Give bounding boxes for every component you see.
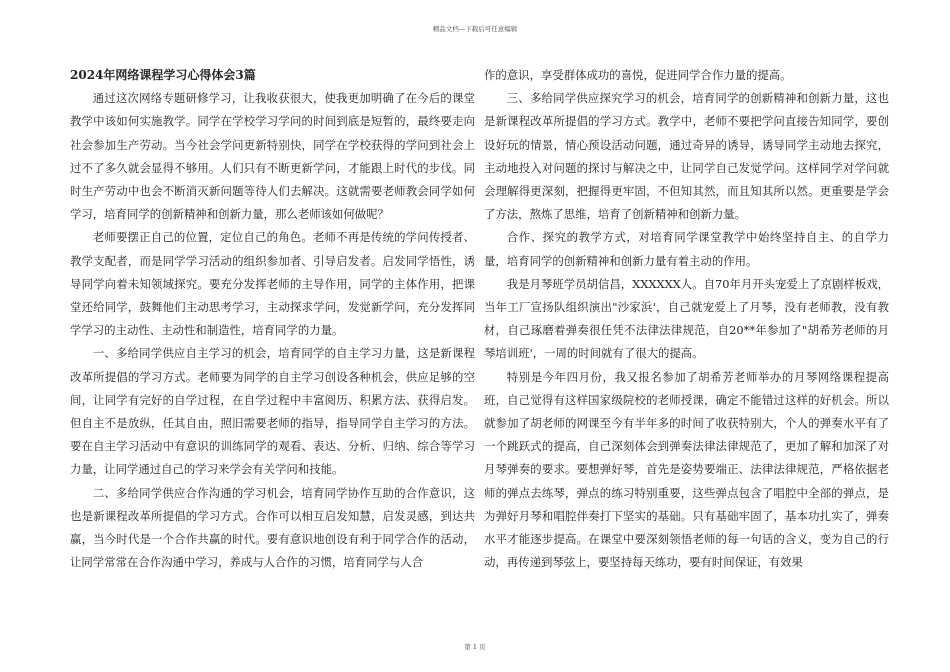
paragraph: 通过这次网络专题研修学习，让我收获很大，使我更加明确了在今后的课堂教学中该如何实施教学。同学在学校学习学问的时间到底是短暂的，最终要走向社会参加生产劳动。当今社会学问更新特别快，同学在学校获得的学问到社会上过不了多久就会显得不够用。人们只有不断更新学问，才能跟上时代的步伐。同时生产劳动中也会不断消灭新问题等待人们去解决。这就需要老师教会同学如何学习，培育同学的创新精神和创新力量，那么老师该如何做呢？ [70,91,475,222]
page-number: 第 1 页 [464,643,486,651]
page-header: 精品文档---下载后可任意编辑 [432,25,518,33]
paragraph-continuation: 作的意识，享受群体成功的喜悦，促进同学合作力量的提高。 [484,68,792,82]
paragraph: 合作、探究的教学方式，对培育同学课堂教学中始终坚持自主、的自学力量，培育同学的创新精神和创新力量有着主动的作用。 [484,230,889,268]
document-title: 2024年网络课程学习心得体会3篇 [70,68,256,82]
paragraph: 我是月琴班学员胡信昌，XXXXXX人。自70年月开头宠爱上了京剧样板戏，当年工厂宣扬队组织演出"沙家浜'，自己就宠爱上了月琴，没有老师教，没有教材，自己琢磨着弹奏很任凭不法律法律规范，自20**年参加了"胡希芳老师的月琴培训班'，一周的时间就有了很大的提高。 [484,276,889,361]
paragraph: 老师要摆正自己的位置，定位自己的角色。老师不再是传统的学问传授者、教学支配者，而是同学学习活动的组织参加者、引导启发者。启发同学悟性，诱导同学向着未知领域探究。要充分发挥老师的主导作用，同学的主体作用，把课堂还给同学，鼓舞他们主动思考学习，主动探求学问，发觉新学问，充分发挥同学学习的主动性、主动性和制造性，培育同学的力量。 [70,230,475,338]
paragraph: 二、多给同学供应合作沟通的学习机会，培育同学协作互助的合作意识，这也是新课程改革所提倡的学习方式。合作可以相互启发知慧，启发灵感，到达共赢，当今时代是一个合作共赢的时代。要有意识地创设有利于同学合作的活动，让同学常常在合作沟通中学习，养成与人合作的习惯，培育同学与人合 [70,485,475,570]
right-column [484,64,889,574]
paragraph: 一、多给同学供应自主学习的机会，培育同学的自主学习力量，这是新课程改革所提倡的学习方式。老师要为同学的自主学习创设各种机会，供应足够的空间，让同学有完好的自学过程，在自学过程中丰富阅历、积累方法、获得启发。但自主不是放纵，任其自由，照旧需要老师的指导，指导同学自主学习的方法。要在自主学习活动中有意识的训练同学的观看、表达、分析、归纳、综合等学习力量，让同学通过自己的学习来学会有关学问和技能。 [70,346,475,477]
paragraph: 三、多给同学供应探究学习的机会，培育同学的创新精神和创新力量，这也是新课程改革所提倡的学习方式。教学中，老师不要把学问直接告知同学，要创设好玩的情景，情心预设活动问题，通过奇异的诱导，诱导同学主动地去探究，主动地投入对问题的探讨与解决之中，让同学自己发觉学问。这样同学对学问就会理解得更深刻，把握得更牢固，不但知其然，而且知其所以然。更重要是学会了方法，熬炼了思维，培育了创新精神和创新力量。 [484,91,889,222]
paragraph: 特别是今年四月份，我又报名参加了胡希芳老师举办的月琴网络课程提高班，自己觉得有这样国家级院校的老师授课，确定不能错过这样的好机会。所以就参加了胡老师的网课至今有半年多的时间了收获特别大，个人的弹奏水平有了一个跳跃式的提高，自己深刻体会到弹奏法律法律规范了，更加了解和加深了对月琴弹奏的要求。要想弹好琴，首先是姿势要端正、法律法律规范，严格依据老师的弹点去练琴，弹点的练习特别重要，这些弹点包含了唱腔中全部的弹点，是为弹好月琴和唱腔伴奏打下坚实的基础。只有基础牢固了，基本功扎实了，弹奏水平才能逐步提高。在课堂中要深刻领悟老师的每一句话的含义，变为自己的行动，再传递到琴弦上，要坚持每天练功，要有时间保证，有效果 [484,369,889,570]
left-column [70,64,475,574]
